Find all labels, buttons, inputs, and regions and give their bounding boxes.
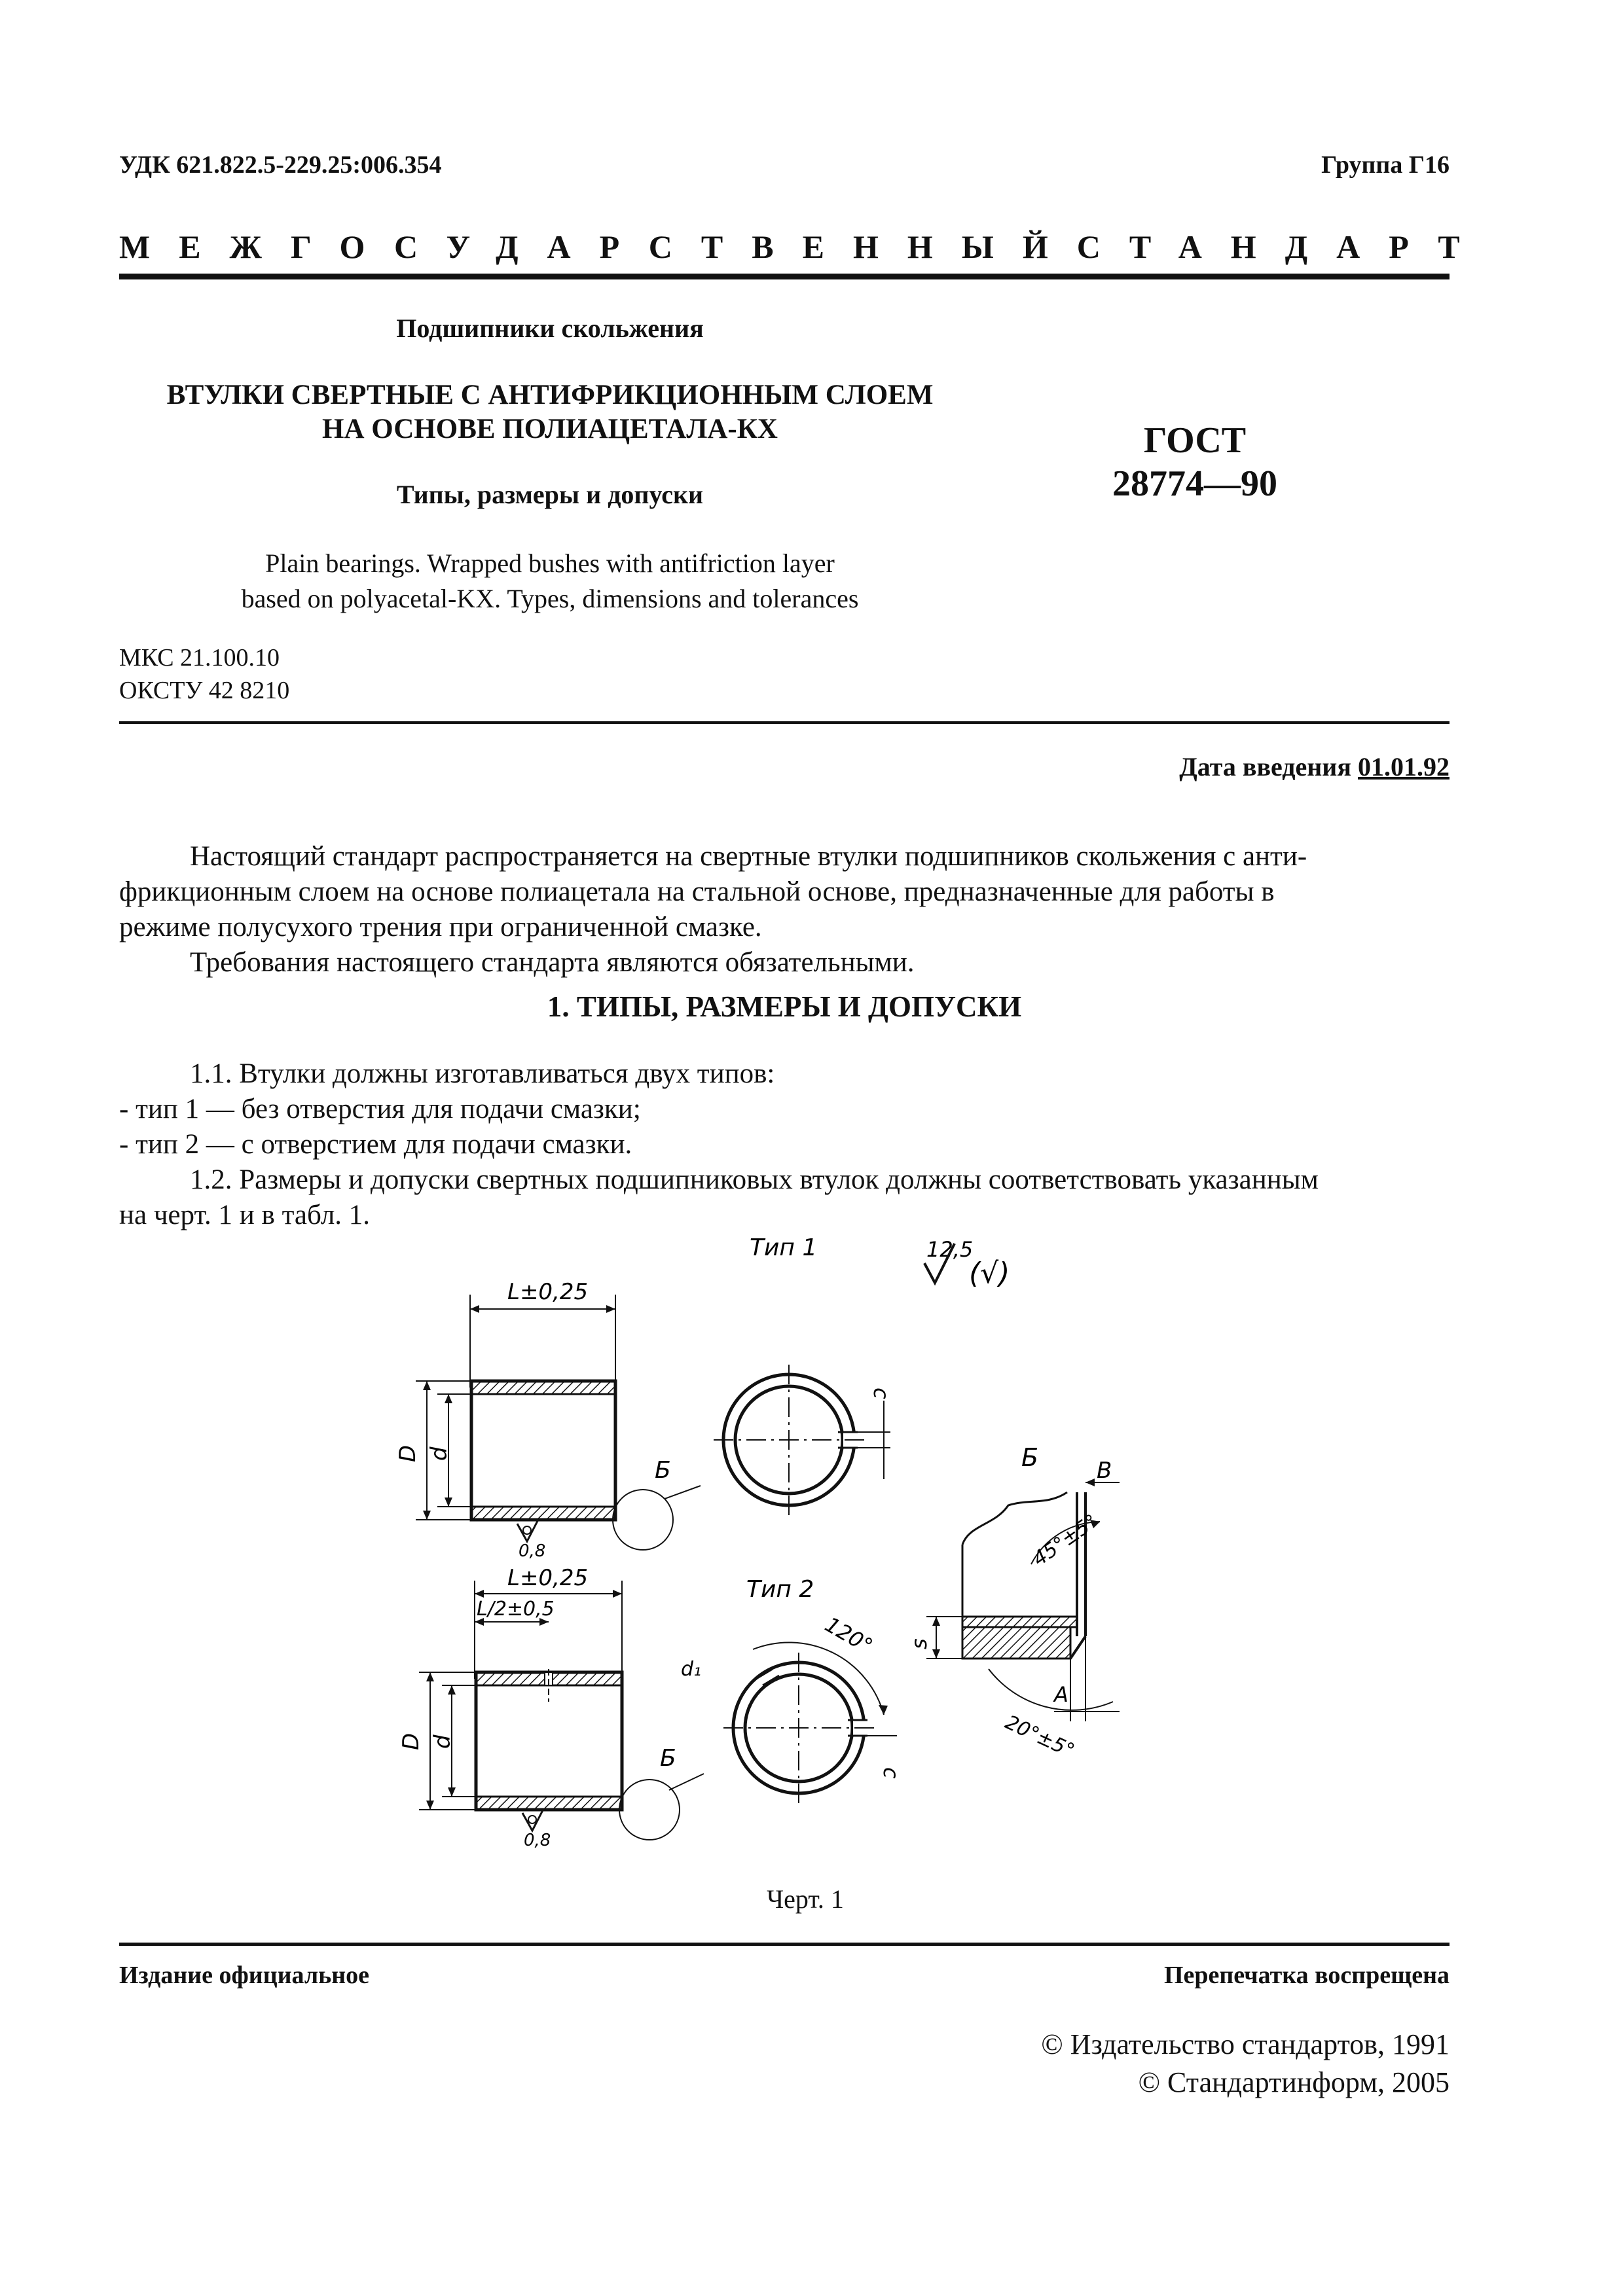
type1-end-view <box>714 1365 894 1515</box>
copyright <box>1041 2026 1450 2102</box>
roughness-value: 12,5 <box>926 1237 974 1262</box>
type1-detail-circle <box>613 1490 673 1550</box>
banner <box>119 228 1489 266</box>
clause-1-1-type2: - тип 2 — с отверстием для подачи смазки. <box>119 1129 632 1160</box>
copyright-line-1: © Издательство стандартов, 1991 <box>1041 2028 1450 2060</box>
type2-dim-c: c <box>879 1767 903 1779</box>
classification-codes <box>119 641 289 707</box>
english-line-1: Plain bearings. Wrapped bushes with antifriction layer <box>265 548 835 578</box>
intro-line-3: режиме полусухого трения при ограниченной смазке. <box>119 912 762 942</box>
type1-detail-label: Б <box>655 1457 671 1484</box>
clause-1-2-line-2: на черт. 1 и в табл. 1. <box>119 1200 371 1230</box>
group-code: Группа Г16 <box>1321 151 1450 179</box>
type2-detail-circle <box>619 1780 680 1840</box>
intro-paragraph <box>119 839 1450 980</box>
detail-dim-B: В <box>1097 1458 1112 1484</box>
detail-angle-20: 20°±5° <box>1001 1711 1078 1763</box>
type1-dim-D: D <box>395 1444 421 1462</box>
type2-detail-label: Б <box>660 1745 676 1772</box>
type2-dim-D: D <box>398 1732 424 1750</box>
detail-angle-45: 45°±5° <box>1029 1509 1103 1571</box>
gost-designation <box>1067 419 1322 505</box>
type1-rough-08: 0,8 <box>519 1541 546 1561</box>
title-line-2: НА ОСНОВЕ ПОЛИАЦЕТАЛА-КХ <box>322 414 778 444</box>
english-line-2: based on polyacetal-KX. Types, dimensions and tolerances <box>241 584 859 613</box>
clause-1-1: 1.1. Втулки должны изготавливаться двух типов: <box>190 1058 775 1089</box>
type1-dim-L: L±0,25 <box>507 1279 589 1305</box>
clause-1-1-type1: - тип 1 — без отверстия для подачи смазки; <box>119 1094 641 1124</box>
gost-number: 28774—90 <box>1112 463 1277 504</box>
mks-code: МКС 21.100.10 <box>119 644 280 672</box>
banner-word-1: МЕЖГОСУДАРСТВЕННЫЙ <box>119 228 1077 265</box>
intro-date <box>1179 751 1450 782</box>
reprint-prohibited: Перепечатка воспрещена <box>1163 1962 1450 1989</box>
intro-date-value: 01.01.92 <box>1358 752 1450 781</box>
category: Подшипники скольжения <box>396 314 704 343</box>
type2-label: Тип 2 <box>746 1576 814 1603</box>
bush-drawing <box>367 1217 1178 1850</box>
banner-word-2: СТАНДАРТ <box>1076 228 1489 265</box>
detail-dim-s: s <box>907 1638 932 1649</box>
type2-rough-08: 0,8 <box>524 1831 551 1850</box>
type1-dim-c: c <box>869 1388 894 1399</box>
clause-1-2-line-1: 1.2. Размеры и допуски свертных подшипниковых втулок должны соответствовать указанным <box>190 1164 1319 1195</box>
intro-line-1: Настоящий стандарт распространяется на свертные втулки подшипников скольжения с анти- <box>190 841 1307 872</box>
official-edition: Издание официальное <box>119 1962 370 1989</box>
roughness-paren: (√) <box>969 1257 1010 1290</box>
section-1-body <box>119 1056 1450 1233</box>
intro-paragraph-2: Требования настоящего стандарта являются обязательными. <box>190 947 915 978</box>
type2-dim-d: d <box>429 1734 456 1749</box>
type2-end-view <box>681 1612 903 1803</box>
type1-dim-d: d <box>426 1446 452 1461</box>
subtitle: Типы, размеры и допуски <box>396 480 704 509</box>
footer-rule <box>119 1943 1450 1946</box>
title-rule <box>119 721 1450 724</box>
drawing-caption: Черт. 1 <box>767 1884 844 1914</box>
okstu-code: ОКСТУ 42 8210 <box>119 677 290 704</box>
detail-dim-A: A <box>1054 1682 1068 1707</box>
english-title <box>118 546 982 617</box>
type2-dim-L2: L/2±0,5 <box>477 1598 555 1621</box>
detail-b-label: Б <box>1021 1443 1039 1472</box>
detail-b-view <box>907 1443 1120 1763</box>
udk-code: УДК 621.822.5-229.25:006.354 <box>119 151 442 179</box>
intro-date-label: Дата введения <box>1179 752 1351 781</box>
type2-side-view <box>398 1565 704 1850</box>
copyright-line-2: © Стандартинформ, 2005 <box>1138 2066 1450 2098</box>
section-1-heading: 1. ТИПЫ, РАЗМЕРЫ И ДОПУСКИ <box>547 990 1022 1023</box>
type2-angle-120: 120° <box>820 1611 877 1659</box>
roughness-symbol <box>924 1237 1010 1290</box>
title-line-1: ВТУЛКИ СВЕРТНЫЕ С АНТИФРИКЦИОННЫМ СЛОЕМ <box>166 380 934 410</box>
banner-rule <box>119 274 1450 279</box>
type2-dim-d1: d₁ <box>681 1658 702 1681</box>
document-title <box>118 378 982 446</box>
type1-side-view <box>395 1279 701 1561</box>
type1-label: Тип 1 <box>750 1234 818 1261</box>
gost-label: ГОСТ <box>1143 420 1247 461</box>
type2-dim-L: L±0,25 <box>507 1565 589 1591</box>
intro-line-2: фрикционным слоем на основе полиацетала на стальной основе, предназначенные для работы в <box>119 876 1275 907</box>
